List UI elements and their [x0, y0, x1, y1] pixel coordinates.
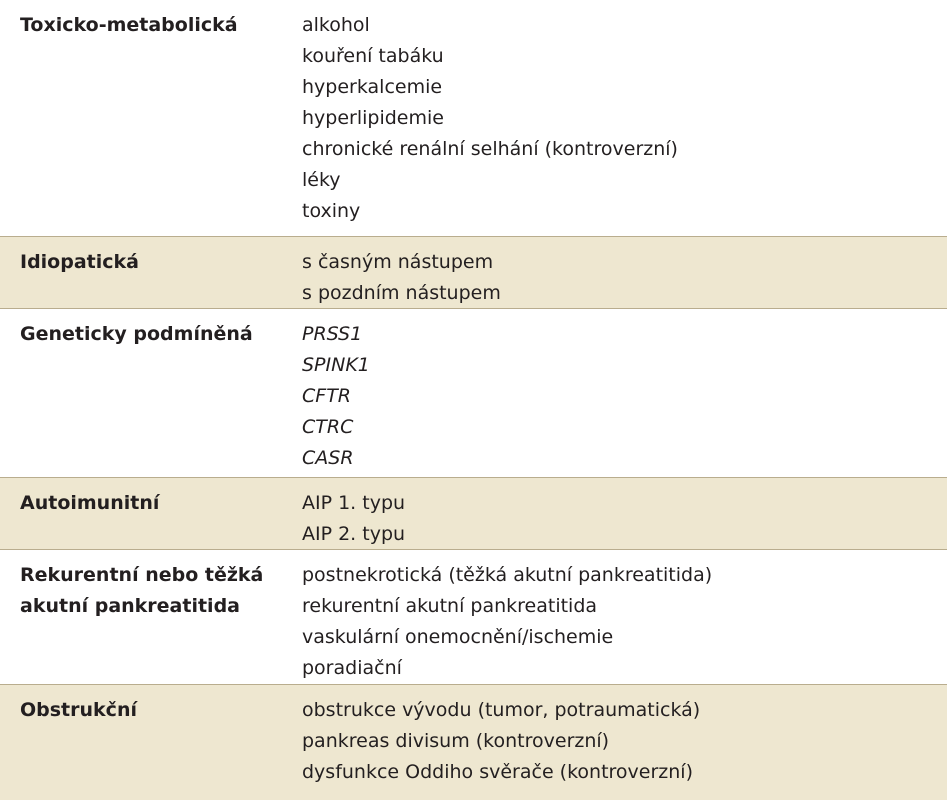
category-label: Toxicko-metabolická [20, 14, 238, 36]
list-item: kouření tabáku [302, 45, 444, 67]
category-label: Rekurentní nebo těžká akutní pankreatitida [20, 564, 264, 617]
list-item: léky [302, 169, 341, 191]
category-label: Autoimunitní [20, 492, 160, 514]
gene-item: SPINK1 [302, 354, 370, 376]
list-item: hyperlipidemie [302, 107, 444, 129]
list-item: rekurentní akutní pankreatitida [302, 595, 598, 617]
item-list [302, 247, 947, 308]
table-row-recurrent [0, 550, 947, 685]
list-item: s pozdním nástupem [302, 282, 501, 304]
list-item: postnekrotická (těžká akutní pankreatitida) [302, 564, 713, 586]
list-item: s časným nástupem [302, 251, 494, 273]
list-item: dysfunkce Oddiho svěrače (kontroverzní) [302, 761, 694, 783]
gene-item: CASR [302, 447, 354, 469]
list-item: alkohol [302, 14, 370, 36]
list-item: vaskulární onemocnění/ischemie [302, 626, 614, 648]
list-item: obstrukce vývodu (tumor, potraumatická) [302, 699, 701, 721]
table-row-toxic-metabolic [0, 0, 947, 237]
item-list [302, 10, 947, 236]
gene-item: CTRC [302, 416, 354, 438]
category-label: Geneticky podmíněná [20, 323, 253, 345]
list-item: AIP 1. typu [302, 492, 406, 514]
item-list [302, 695, 947, 800]
table-row-obstructive [0, 685, 947, 800]
gene-item: CFTR [302, 385, 352, 407]
list-item: poradiační [302, 657, 402, 679]
table-row-autoimmune [0, 478, 947, 550]
gene-item: PRSS1 [302, 323, 363, 345]
list-item: AIP 2. typu [302, 523, 406, 545]
item-list [302, 319, 947, 477]
item-list [302, 560, 947, 684]
list-item: pankreas divisum (kontroverzní) [302, 730, 610, 752]
table-row-genetic [0, 309, 947, 478]
list-item: toxiny [302, 200, 361, 222]
category-label: Obstrukční [20, 699, 137, 721]
category-label: Idiopatická [20, 251, 139, 273]
item-list [302, 488, 947, 549]
list-item: hyperkalcemie [302, 76, 443, 98]
list-item: chronické renální selhání (kontroverzní) [302, 138, 678, 160]
table-row-idiopathic [0, 237, 947, 309]
